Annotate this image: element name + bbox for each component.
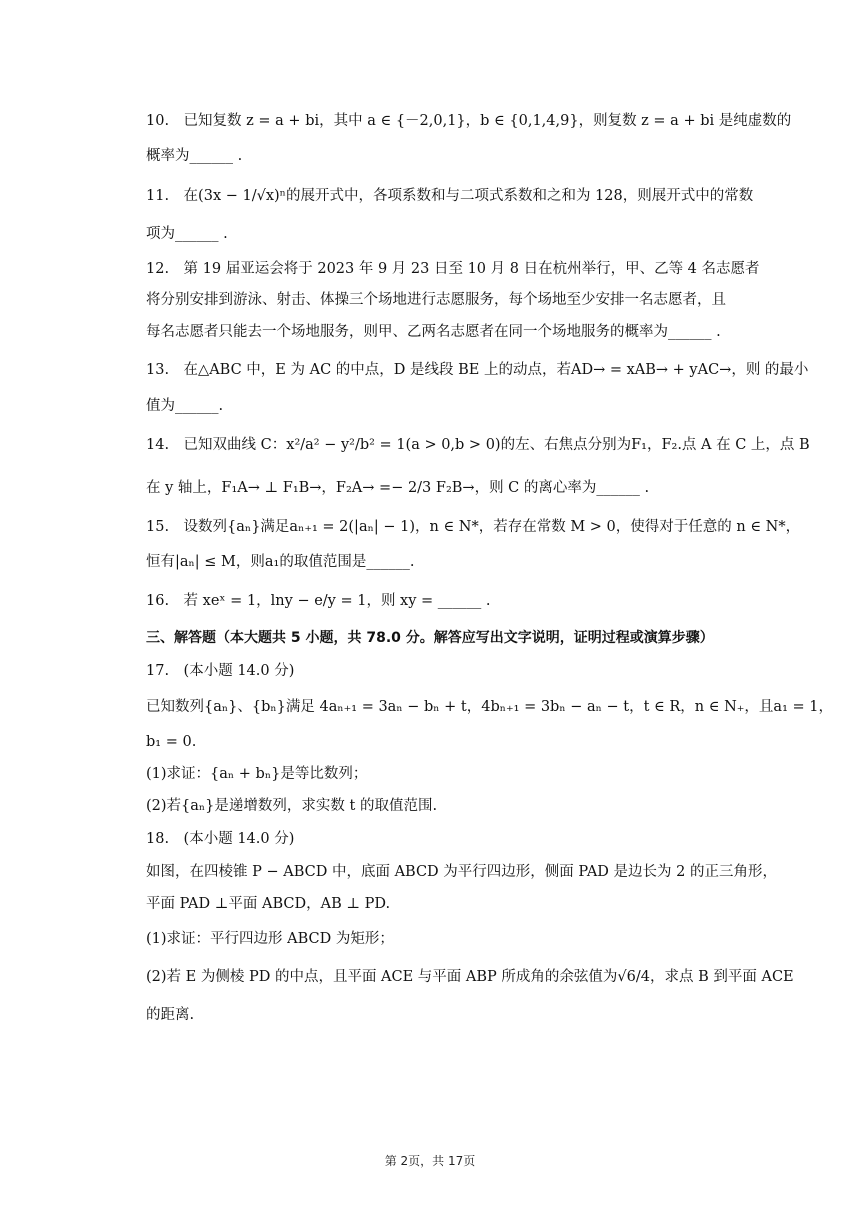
q18-line1: 如图，在四棱锥 P − ABCD 中，底面 ABCD 为平行四边形，侧面 PAD 是边长为 2 的正三角形， <box>146 864 777 880</box>
q13-line2: 值为______. <box>146 398 224 414</box>
q12-line3: 每名志愿者只能去一个场地服务，则甲、乙两名志愿者在同一个场地服务的概率为______ . <box>146 324 721 340</box>
page-footer: 第 2页，共 17页 <box>384 1154 476 1168</box>
q17-part2: (2)若{aₙ}是递增数列，求实数 t 的取值范围. <box>146 798 438 814</box>
q18-part1: (1)求证：平行四边形 ABCD 为矩形； <box>146 931 394 947</box>
q17-head: 17. (本小题 14.0 分) <box>146 663 295 679</box>
q18-line2: 平面 PAD ⊥平面 ABCD，AB ⊥ PD. <box>146 896 391 912</box>
q18-head: 18. (本小题 14.0 分) <box>146 831 295 847</box>
q18-part2b: 的距离. <box>146 1007 195 1023</box>
q18-part2: (2)若 E 为侧棱 PD 的中点，且平面 ACE 与平面 ABP 所成角的余弦值为√6/4，求点 B 到平面 ACE <box>146 969 794 985</box>
q15-line1: 15. 设数列{aₙ}满足aₙ₊₁ = 2(|aₙ| − 1)，n ∈ N*，若存在常数 M > 0，使得对于任意的 n ∈ N*， <box>146 519 801 535</box>
q17-part1: (1)求证：{aₙ + bₙ}是等比数列； <box>146 766 368 782</box>
q13-line1: 13. 在△ABC 中，E 为 AC 的中点，D 是线段 BE 上的动点，若AD→ = xAB→ + yAC→，则 的最小 <box>146 362 809 378</box>
section3-title: 三、解答题（本大题共 5 小题，共 78.0 分。解答应写出文字说明，证明过程或演算步骤） <box>146 630 714 646</box>
q12-line1: 12. 第 19 届亚运会将于 2023 年 9 月 23 日至 10 月 8 日在杭州举行，甲、乙等 4 名志愿者 <box>146 261 760 277</box>
q12-line2: 将分别安排到游泳、射击、体操三个场地进行志愿服务，每个场地至少安排一名志愿者，且 <box>146 292 726 308</box>
q15-line2: 恒有|aₙ| ≤ M，则a₁的取值范围是______. <box>146 554 415 570</box>
q16-line1: 16. 若 xeˣ = 1，lny − e/y = 1，则 xy = ______ . <box>146 593 491 609</box>
q10-line1: 10. 已知复数 z = a + bi，其中 a ∈ {－2,0,1}，b ∈ {0,1,4,9}，则复数 z = a + bi 是纯虚数的 <box>146 113 792 129</box>
q14-line2: 在 y 轴上，F₁A→ ⊥ F₁B→，F₂A→ =− 2/3 F₂B→，则 C 的离心率为______ . <box>146 480 650 496</box>
q11-line1: 11. 在(3x − 1/√x)ⁿ的展开式中，各项系数和与二项式系数和之和为 128，则展开式中的常数 <box>146 188 754 204</box>
q10-line2: 概率为______ . <box>146 148 243 164</box>
q11-line2: 项为______ . <box>146 226 228 242</box>
q17-line2: b₁ = 0. <box>146 734 197 750</box>
q14-line1: 14. 已知双曲线 C：x²/a² − y²/b² = 1(a > 0,b > 0)的左、右焦点分别为F₁，F₂.点 A 在 C 上，点 B <box>146 437 810 453</box>
q17-line1: 已知数列{aₙ}、{bₙ}满足 4aₙ₊₁ = 3aₙ − bₙ + t，4bₙ₊₁ = 3bₙ − aₙ − t，t ∈ R，n ∈ N₊，且a₁ = 1， <box>146 699 833 715</box>
